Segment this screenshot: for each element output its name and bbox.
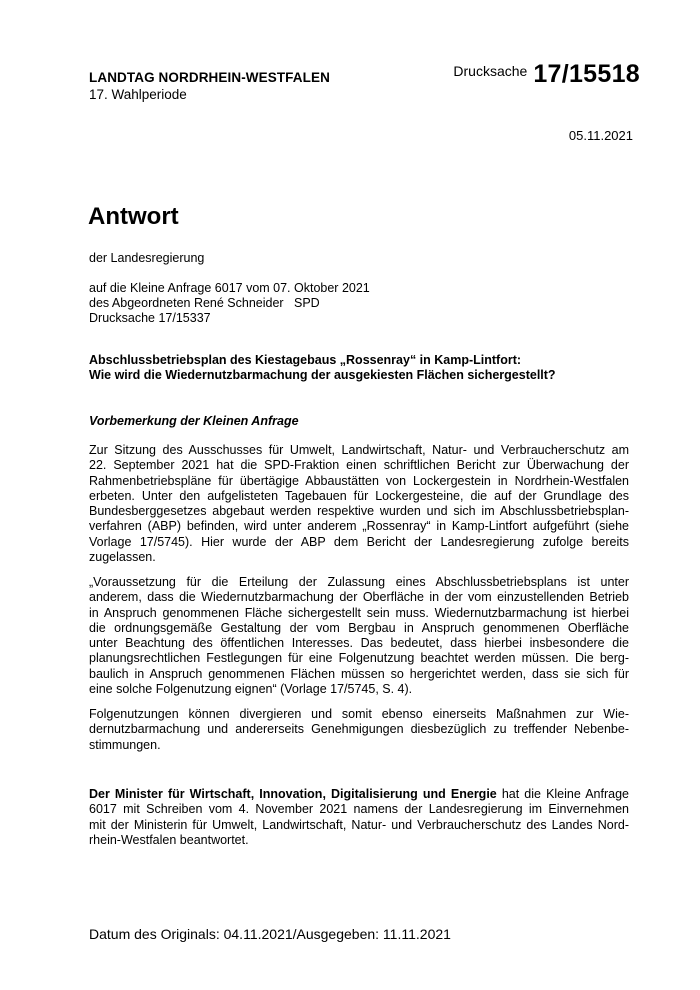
topic-line: Abschlussbetriebsplan des Kiestagebaus „Rossenray“ in Kamp-Lintfort:	[89, 353, 522, 367]
text-line: planungsrechtlichen Festlegungen für eine Folgenutzung beachtet werden müssen. Die berg-	[89, 651, 629, 666]
topic-heading	[89, 353, 556, 383]
text-line: Rahmenbetriebspläne für übertägige Abbaustätten von Lockergestein in Nordrhein-Westfalen	[89, 473, 629, 488]
legislative-period: 17. Wahlperiode	[89, 87, 187, 102]
text-fragment: hat die Kleine Anfrage	[496, 787, 629, 801]
text-line: stimmungen.	[89, 737, 161, 752]
text-line: eine solche Folgenutzung eignen“ (Vorlage 17/5745, S. 4).	[89, 682, 413, 697]
doc-label: Drucksache	[453, 63, 528, 79]
answer-intro	[89, 787, 629, 848]
subtitle: der Landesregierung	[89, 251, 205, 265]
text-line: Folgenutzungen können divergieren und somit ebenso einerseits Maßnahmen zur Wie-	[89, 707, 629, 721]
reference-line: Drucksache 17/15337	[89, 311, 211, 325]
text-line: unter Beachtung des öffentlichen Interesses. Das bedeutet, dass hierbei insbesondere die	[89, 636, 629, 651]
text-line: die ordnungsgemäße Gestaltung der vom Bergbau in Anspruch genommenen Oberfläche	[89, 620, 629, 635]
text-line: anderem, dass die Wiedernutzbarmachung der Oberfläche in der vom einzustellenden Betrieb	[89, 590, 629, 605]
document-number-block	[453, 60, 640, 89]
text-line: Bundesberggesetzes abgebaut werden respektive wurden und sich im Abschlussbetriebsplan-	[89, 504, 629, 519]
doc-number: 17/15518	[533, 60, 640, 88]
document-date: 05.11.2021	[568, 128, 633, 143]
reference-block	[89, 281, 370, 326]
text-line: erbeten. Unter den aufgelisteten Tagebauen für Lockergesteine, die auf der Grundlage des	[89, 488, 629, 503]
footer-dates: Datum des Originals: 04.11.2021/Ausgegeben: 11.11.2021	[89, 926, 451, 942]
reference-line: auf die Kleine Anfrage 6017 vom 07. Oktober 2021	[89, 281, 370, 295]
text-line: zugelassen.	[89, 550, 156, 565]
text-line: verfahren (ABP) befinden, wird unter anderem „Rossenray“ in Kamp-Lintfort aufgeführt (siehe	[89, 519, 629, 534]
prelim-heading: Vorbemerkung der Kleinen Anfrage	[89, 414, 299, 428]
text-line: Zur Sitzung des Ausschusses für Umwelt, Landwirtschaft, Natur- und Verbraucherschutz am	[89, 443, 629, 457]
text-line: „Voraussetzung für die Erteilung der Zulassung eines Abschlussbetriebsplans ist unter	[89, 575, 629, 589]
paragraph-1	[89, 443, 629, 565]
header-left	[89, 69, 330, 103]
text-line: dernutzbarmachung und andererseits Genehmigungen diesbezüglich zu treffender Nebenbe-	[89, 722, 629, 737]
text-line	[89, 787, 629, 802]
paragraph-3	[89, 707, 629, 753]
page-title: Antwort	[88, 203, 179, 230]
text-line: baulich in Anspruch genommenen Flächen müssen so hergerichtet werden, dass sie sich für	[89, 666, 629, 681]
text-line: in Anspruch genommenen Fläche sichergestellt sein muss. Wiedernutzbarmachung ist hierbei	[89, 605, 629, 620]
paragraph-2	[89, 575, 629, 697]
text-line: rhein-Westfalen beantwortet.	[89, 832, 249, 847]
text-line: Vorlage 17/5745). Hier wurde der ABP dem Bericht der Landesregierung zufolge bereits	[89, 534, 629, 549]
minister-name: Der Minister für Wirtschaft, Innovation, Digitalisierung und Energie	[89, 787, 497, 801]
text-line: 22. September 2021 hat die SPD-Fraktion einen schriftlichen Bericht zur Überwachung der	[89, 458, 629, 473]
text-line: mit der Ministerin für Umwelt, Landwirtschaft, Natur- und Verbraucherschutz des Landes Nord-	[89, 817, 629, 832]
reference-line: des Abgeordneten René Schneider SPD	[89, 296, 320, 310]
text-line: 6017 mit Schreiben vom 4. November 2021 namens der Landesregierung im Einvernehmen	[89, 802, 629, 817]
topic-line: Wie wird die Wiedernutzbarmachung der ausgekiesten Flächen sichergestellt?	[89, 368, 556, 382]
parliament-name: LANDTAG NORDRHEIN-WESTFALEN	[89, 70, 330, 85]
